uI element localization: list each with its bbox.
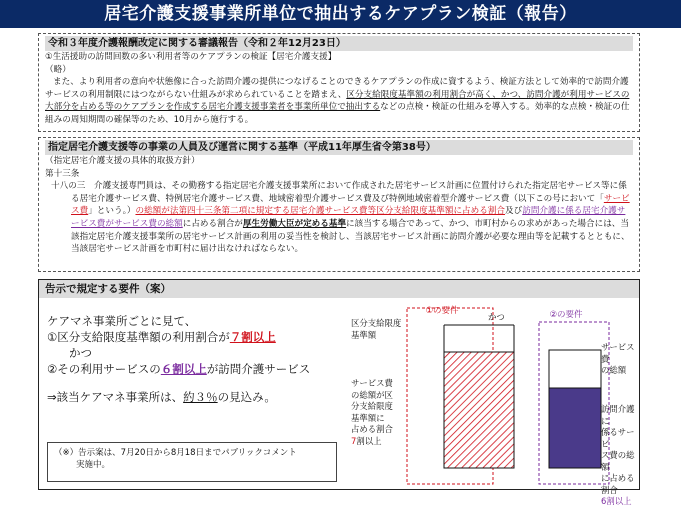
- estimate-text: ⇒該当ケアマネ事業所は、約３％の見込み。: [47, 390, 276, 404]
- review-report-omitted: （略）: [45, 64, 71, 75]
- requirement-intro: ケアマネ事業所ごとに見て、: [47, 314, 197, 328]
- requirement-and: かつ: [69, 346, 92, 360]
- requirement-1: ①区分支給限度基準額の利用割合が７割以上: [47, 330, 276, 344]
- requirement-2: ②その利用サービスの６割以上が訪問介護サービス: [47, 362, 311, 376]
- public-comment-note: （※）告示案は、7月20日から8月18日までパブリックコメント 実施中。: [47, 442, 337, 482]
- diagram-and-label: かつ: [488, 312, 505, 322]
- usage-ratio-bar: [444, 352, 514, 468]
- review-report-box: [38, 33, 640, 132]
- requirement-2-label: ②の要件: [549, 310, 583, 320]
- page-title: 居宅介護支援事業所単位で抽出するケアプラン検証（報告）: [0, 0, 681, 28]
- notification-requirements-box: [38, 279, 640, 506]
- ordinance-article: 第十三条: [45, 168, 80, 179]
- ordinance-box: [38, 137, 640, 272]
- ordinance-text: 十八の三 介護支援専門員は、その勤務する指定居宅介護支援事業所において作成された居宅サービス計画に位置付けられた指定居宅サービス等に係る居宅介護サービス費、特例居宅介護サービス費、地域密着型介護サービス費及び特例地域密着型介護サービス費（以下この号において「サービス費」という。）の総額が法第四十三条第二項に規定する居宅介護サービス費等区分支給限度基準額に占める割合及び訪問介護に係る居宅介護サービス費がサービス費の総額に占める割合が厚生労働大臣が定める基準に該当する場合であって、かつ、市町村からの求めがあった場合には、当該指定居宅介護支援事業所の居宅サービス計画の利用の妥当性を検討し、当該居宅サービス計画に訪問介護が必要な理由等を記載するとともに、当該居宅サービス計画を市町村に届け出なければならない。: [51, 181, 630, 255]
- service-total-label: サービス費 の総額: [601, 342, 635, 375]
- requirements-header: 告示で規定する要件（案）: [39, 280, 639, 298]
- limit-label: 区分支給限度 基準額: [351, 318, 402, 340]
- review-report-paragraph: また、より利用者の意向や状態像に合った訪問介護の提供につなげることのできるケアプランの作成に資するよう、検証方法として効率的で訪問介護サービスの利用制限にはつながらない仕組みが求められていることを踏まえ、区分支給限度基準額の利用割合が高く、かつ、訪問介護が利用サービスの大部分を占める等のケアプランを作成する居宅介護支援事業者を事業所単位で抽出するなどの点検・検証の仕組みを導入する。効率的な点検・検証の仕組みの周知期間の確保等のため、10月から施行する。: [45, 77, 630, 125]
- requirement-1-label: ①の要件: [425, 306, 459, 316]
- review-report-item: ①生活援助の訪問回数の多い利用者等のケアプランの検証【居宅介護支援】: [45, 52, 337, 62]
- review-report-header: 令和３年度介護報酬改定に関する審議報告（令和２年12月23日）: [45, 36, 633, 51]
- home-care-ratio-label: 訪問介護に 係るサービ ス費の総額 に占める割合 6割以上: [601, 404, 635, 506]
- usage-ratio-label: サービス費 の総額が区 分支給限度 基準額に 占める割合 7割以上: [351, 378, 393, 446]
- ordinance-subtitle: （指定居宅介護支援の具体的取扱方針）: [45, 156, 200, 166]
- ordinance-header: 指定居宅介護支援等の事業の人員及び運営に関する基準（平成11年厚生省令第38号）: [45, 140, 633, 155]
- home-care-ratio-bar: [549, 388, 601, 468]
